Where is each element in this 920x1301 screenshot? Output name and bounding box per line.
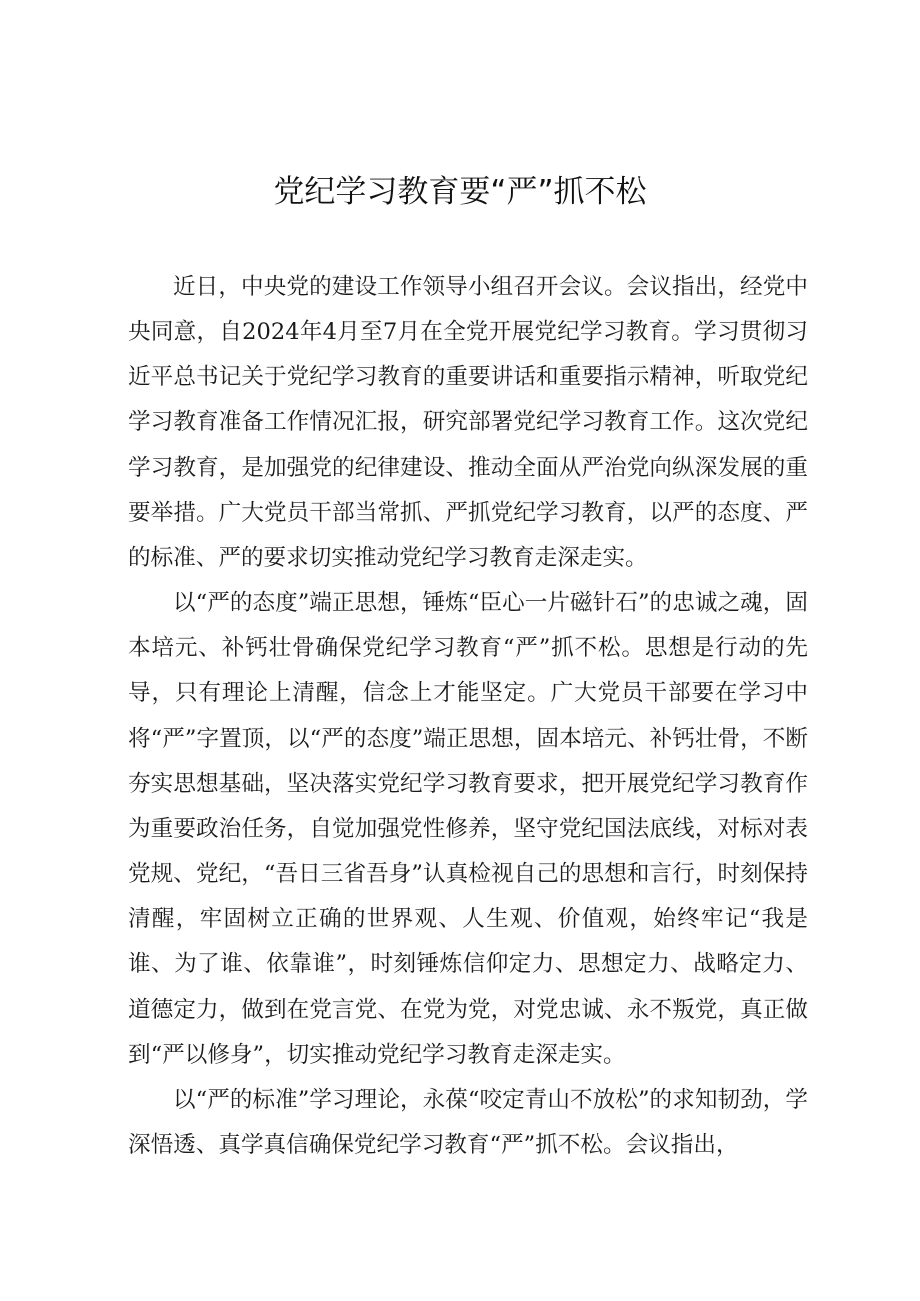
document-title: 党纪学习教育要“严”抓不松 [273, 174, 647, 210]
paragraph-2: 以“严的态度”端正思想，锤炼“臣心一片磁针石”的忠诚之魂，固本培元、补钙壮骨确保党纪学习教育“严”抓不松。思想是行动的先导，只有理论上清醒，信念上才能坚定。广大党员干部要在学习中将“严”字置顶，以“严的态度”端正思想，固本培元、补钙壮骨，不断夯实思想基础，坚决落实党纪学习教育要求，把开展党纪学习教育作为重要政治任务，自觉加强党性修养，坚守党纪国法底线，对标对表党规、党纪，“吾日三省吾身”认真检视自己的思想和言行，时刻保持清醒，牢固树立正确的世界观、人生观、价值观，始终牢记“我是谁、为了谁、依靠谁”，时刻锤炼信仰定力、思想定力、战略定力、道德定力，做到在党言党、在党为党，对党忠诚、永不叛党，真正做到“严以修身”，切实推动党纪学习教育走深走实。 [128, 590, 808, 1068]
document-body [128, 265, 808, 1168]
paragraph-1: 近日，中央党的建设工作领导小组召开会议。会议指出，经党中央同意，自2024年4月至7月在全党开展党纪学习教育。学习贯彻习近平总书记关于党纪学习教育的重要讲话和重要指示精神，听取党纪学习教育准备工作情况汇报，研究部署党纪学习教育工作。这次党纪学习教育，是加强党的纪律建设、推动全面从严治党向纵深发展的重要举措。广大党员干部当常抓、严抓党纪学习教育，以严的态度、严的标准、严的要求切实推动党纪学习教育走深走实。 [128, 274, 808, 571]
paragraph-3: 以“严的标准”学习理论，永葆“咬定青山不放松”的求知韧劲，学深悟透、真学真信确保党纪学习教育“严”抓不松。会议指出， [128, 1086, 808, 1158]
